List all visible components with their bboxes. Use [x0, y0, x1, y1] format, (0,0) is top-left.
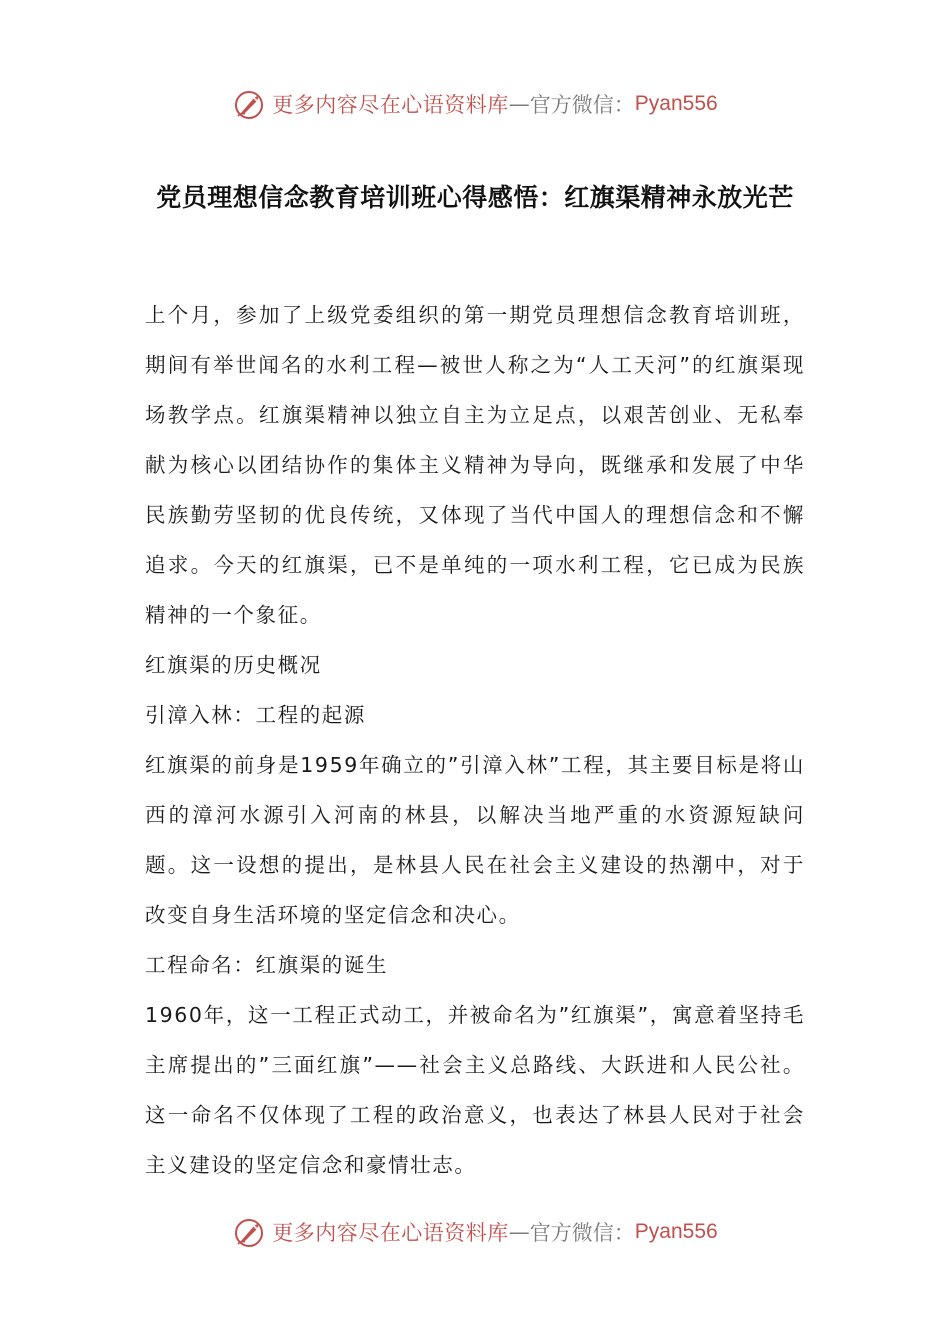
- origin-paragraph: 红旗渠的前身是1959年确立的”引漳入林”工程，其主要目标是将山西的漳河水源引入河南的林县，以解决当地严重的水资源短缺问题。这一设想的提出，是林县人民在社会主义建设的热潮中，对于改变自身生活环境的坚定信念和决心。: [145, 753, 805, 927]
- banner-text: 更多内容尽在心语资料库: [272, 93, 509, 117]
- naming-paragraph: 1960年，这一工程正式动工，并被命名为”红旗渠”，寓意着坚持毛主席提出的”三面红旗”——社会主义总路线、大跃进和人民公社。这一命名不仅体现了工程的政治意义，也表达了林县人民对于社会主义建设的坚定信念和豪情壮志。: [145, 1003, 805, 1177]
- subheading-origin: 引漳入林：工程的起源: [145, 703, 366, 727]
- document-title: 党员理想信念教育培训班心得感悟：红旗渠精神永放光芒: [156, 183, 794, 212]
- banner-wechat-id: Pyan556: [634, 92, 718, 115]
- banner-text: 更多内容尽在心语资料库: [272, 1221, 509, 1245]
- banner-wechat-label: 官方微信：: [529, 1221, 635, 1245]
- header-banner: [0, 84, 950, 124]
- section-heading-history: 红旗渠的历史概况: [145, 653, 322, 677]
- intro-paragraph: 上个月，参加了上级党委组织的第一期党员理想信念教育培训班，期间有举世闻名的水利工程—被世人称之为“人工天河”的红旗渠现场教学点。红旗渠精神以独立自主为立足点，以艰苦创业、无私奉献为核心以团结协作的集体主义精神为导向，既继承和发展了中华民族勤劳坚韧的优良传统，又体现了当代中国人的理想信念和不懈追求。今天的红旗渠，已不是单纯的一项水利工程，它已成为民族精神的一个象征。: [145, 303, 805, 627]
- subheading-naming: 工程命名：红旗渠的诞生: [145, 953, 389, 977]
- banner-dash: —: [508, 1220, 530, 1244]
- banner-wechat-label: 官方微信：: [529, 93, 635, 117]
- banner-wechat-id: Pyan556: [634, 1220, 718, 1243]
- pen-nib-logo-icon: [232, 86, 268, 122]
- document-body: [145, 290, 805, 1190]
- banner-dash: —: [508, 92, 530, 116]
- footer-banner: [0, 1212, 950, 1252]
- pen-nib-logo-icon: [232, 1214, 268, 1250]
